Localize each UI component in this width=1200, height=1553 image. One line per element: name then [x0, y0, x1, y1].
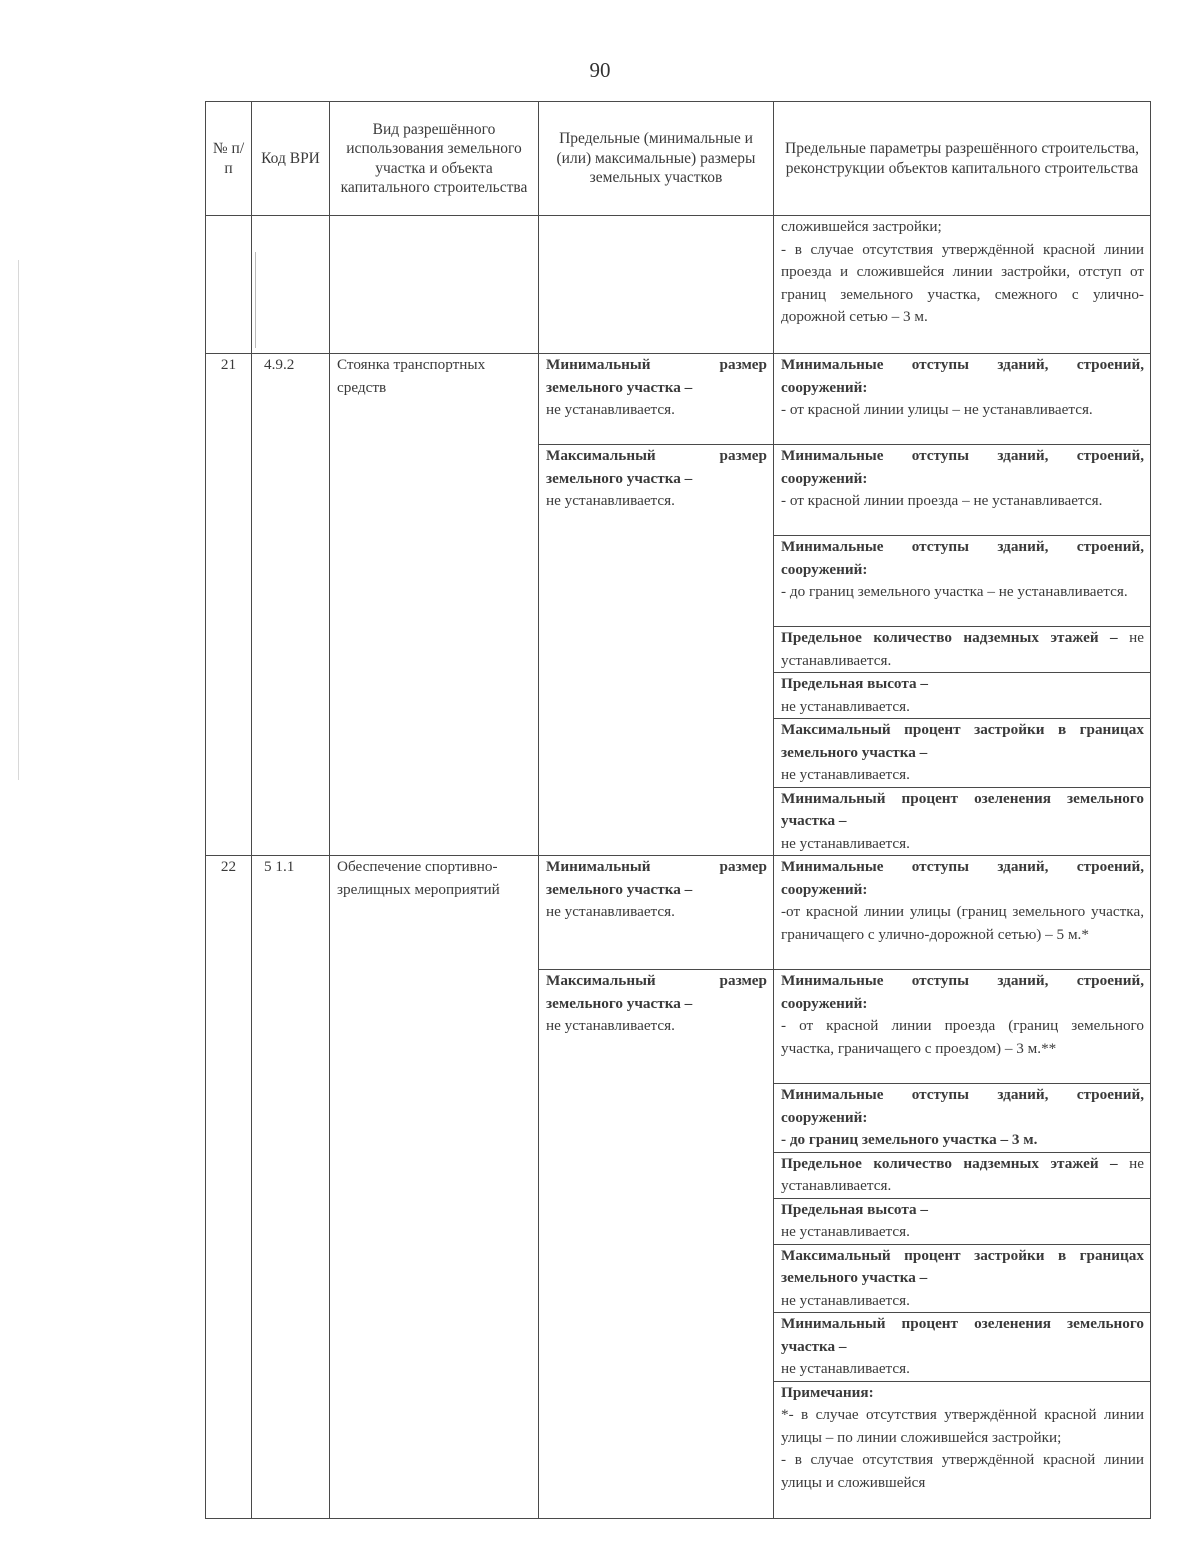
param-title: Предельное количество надземных этажей –: [781, 1154, 1118, 1172]
row-code: 5 1.1: [252, 856, 330, 1519]
param-text: не устанавливается.: [781, 1291, 910, 1309]
size-max-title: Максимальный размер земельного участка –: [546, 972, 767, 1012]
size-min-title: Минимальный размер земельного участка –: [546, 356, 767, 396]
param-title: Минимальные отступы зданий, строений, сооружений:: [781, 972, 1144, 1012]
param-text: - до границ земельного участка – 3 м.: [781, 1131, 1038, 1148]
param-title: Предельная высота –: [781, 1200, 928, 1218]
param-cell: [774, 1152, 1151, 1198]
size-max-cell: [539, 445, 774, 856]
param-text: не устанавливается.: [781, 1360, 910, 1377]
param-title: Предельная высота –: [781, 675, 928, 692]
size-max-cell: [539, 970, 774, 1519]
param-text: -от красной линии улицы (границ земельного участка, граничащего с улично-дорожной сетью) – 5 м.*: [781, 903, 1144, 943]
param-text: не устанавливается.: [781, 766, 910, 783]
header-params: Предельные параметры разрешённого строительства, реконструкции объектов капитального строительства: [774, 102, 1151, 216]
scan-edge-mark: [18, 260, 19, 780]
continuation-text: сложившейся застройки;: [781, 218, 942, 235]
row-number: 21: [206, 354, 252, 856]
param-text: - от красной линии проезда (границ земельного участка, граничащего с проездом) – 3 м.**: [781, 1017, 1144, 1057]
param-cell: [774, 970, 1151, 1084]
size-min-cell: [539, 354, 774, 445]
param-text: - от красной линии улицы – не устанавливается.: [781, 401, 1093, 418]
param-cell: [774, 719, 1151, 788]
param-text: не устанавливается.: [781, 629, 1145, 669]
row-number: 22: [206, 856, 252, 1519]
notes-text: - в случае отсутствия утверждённой красной линии улицы и сложившейся: [781, 1451, 1144, 1491]
cell-code: [252, 216, 330, 354]
row-code: 4.9.2: [252, 354, 330, 856]
param-text: - от красной линии проезда – не устанавливается.: [781, 492, 1103, 509]
param-text: не устанавливается.: [781, 1154, 1145, 1194]
header-size: Предельные (минимальные и (или) максимальные) размеры земельных участков: [539, 102, 774, 216]
param-cell: [774, 1198, 1151, 1244]
size-min-value: не устанавливается.: [546, 401, 675, 418]
param-text: - до границ земельного участка – не устанавливается.: [781, 583, 1128, 600]
param-cell: [774, 1244, 1151, 1313]
notes-title: Примечания:: [781, 1383, 874, 1401]
param-title: Минимальные отступы зданий, строений, сооружений:: [781, 356, 1144, 396]
page-number: 90: [589, 58, 611, 82]
continuation-text: - в случае отсутствия утверждённой красной линии проезда и сложившейся линии застройки, отступ от границ земельного участка, смежного с улично-дорожной сетью – 3 м.: [781, 240, 1144, 325]
size-max-value: не устанавливается.: [546, 1017, 675, 1034]
table-header-row: [206, 102, 1151, 216]
param-cell: [774, 787, 1151, 856]
header-use: Вид разрешённого использования земельного участка и объекта капитального строительства: [330, 102, 539, 216]
table-row-21: [206, 354, 1151, 445]
param-cell: [774, 1313, 1151, 1382]
header-code: Код ВРИ: [252, 102, 330, 216]
param-cell: [774, 445, 1151, 536]
cell-size: [539, 216, 774, 354]
row-use-type: Стоянка транспортных средств: [330, 354, 539, 856]
param-title: Минимальные отступы зданий, строений, сооружений:: [781, 538, 1144, 578]
param-title: Минимальные отступы зданий, строений, сооружений:: [781, 1086, 1144, 1126]
param-title: Минимальные отступы зданий, строений, сооружений:: [781, 858, 1144, 898]
param-title: Минимальный процент озеленения земельного участка –: [781, 789, 1144, 829]
param-text: не устанавливается.: [781, 1223, 910, 1240]
param-cell: [774, 627, 1151, 673]
header-num: № п/п: [206, 102, 252, 216]
notes-cell: [774, 1381, 1151, 1518]
size-max-title: Максимальный размер земельного участка –: [546, 447, 767, 487]
size-max-value: не устанавливается.: [546, 492, 675, 509]
param-title: Максимальный процент застройки в границах земельного участка –: [781, 721, 1144, 761]
row-use-type: Обеспечение спортивно-зрелищных мероприятий: [330, 856, 539, 1519]
size-min-cell: [539, 856, 774, 970]
param-title: Минимальные отступы зданий, строений, сооружений:: [781, 447, 1144, 487]
param-cell: [774, 856, 1151, 970]
param-title: Максимальный процент застройки в границах земельного участка –: [781, 1246, 1144, 1286]
param-title: Предельное количество надземных этажей –: [781, 629, 1118, 646]
param-cell: [774, 673, 1151, 719]
table-row-22: [206, 856, 1151, 970]
cell-num: [206, 216, 252, 354]
param-cell: [774, 536, 1151, 627]
param-text: не устанавливается.: [781, 697, 910, 715]
param-title: Минимальный процент озеленения земельного участка –: [781, 1315, 1144, 1355]
land-use-table: [205, 101, 1151, 1519]
size-min-value: не устанавливается.: [546, 903, 675, 920]
cell-use: [330, 216, 539, 354]
param-cell: [774, 354, 1151, 445]
size-min-title: Минимальный размер земельного участка –: [546, 858, 767, 898]
notes-text: *- в случае отсутствия утверждённой красной линии улицы – по линии сложившейся застройки;: [781, 1406, 1144, 1446]
table-row-continuation: [206, 216, 1151, 354]
cell-params-continuation: [774, 216, 1151, 354]
param-text: не устанавливается.: [781, 834, 910, 852]
param-cell: [774, 1084, 1151, 1153]
